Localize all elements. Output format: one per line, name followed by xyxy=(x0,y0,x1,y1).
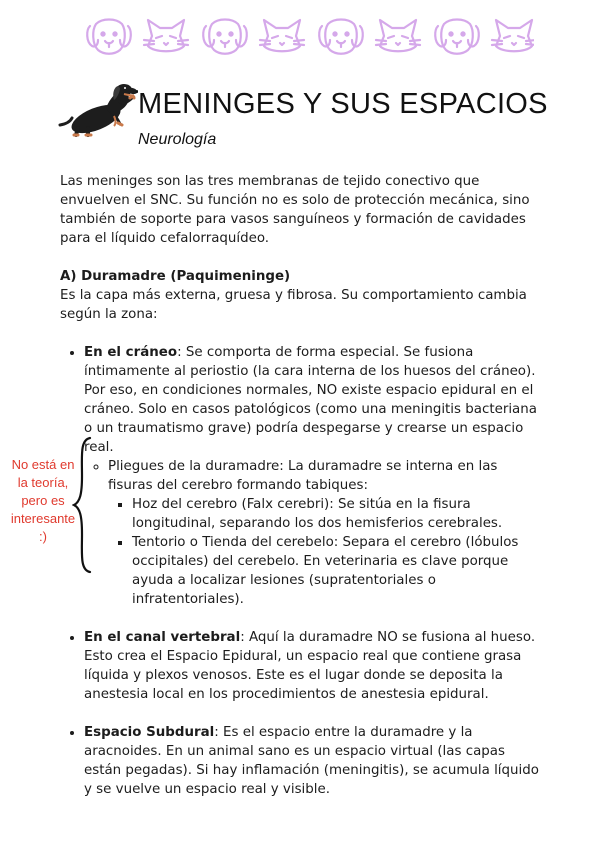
nested-list-item: ▪ Hoz del cerebro (Falx cerebri): Se sitúa en la fisura longitudinal, separando los dos hemisferios cerebrales. xyxy=(132,495,540,533)
section-lead: Es la capa más externa, gruesa y fibrosa. Su comportamiento cambia según la zona: xyxy=(60,288,527,322)
bullet-term: En el cráneo xyxy=(84,345,178,360)
list-item-craneo xyxy=(84,343,540,609)
intro-paragraph: Las meninges son las tres membranas de tejido conectivo que envuelven el SNC. Su función no es solo de protección mecánica, sino también de soporte para vasos sanguíneos y formación de cavidades para el líquido cefalorraquídeo. xyxy=(60,174,530,246)
bullet-term: En el canal vertebral xyxy=(84,630,241,645)
page-subtitle: Neurología xyxy=(138,131,217,148)
document-body xyxy=(60,172,540,818)
bullet-text: : Es el espacio entre la duramadre y la aracnoides. En un animal sano es un espacio virtual (las capas están pegadas). Si hay inflamación (meningitis), se acumula líquido y se vuelve un espacio real y visible. xyxy=(84,725,539,797)
dachshund-icon xyxy=(58,78,138,140)
dog-face-icon xyxy=(435,20,479,54)
section-heading: A) Duramadre (Paquimeninge) xyxy=(60,269,291,284)
bullet-text: : Aquí la duramadre NO se fusiona al hueso. Esto crea el Espacio Epidural, un espacio real que contiene grasa líquida y plexos venosos. Este es el lugar donde se deposita la anestesia local en los procedimientos de anestesia epidural. xyxy=(84,630,536,702)
dog-face-icon xyxy=(319,20,363,54)
bullet-term: Espacio Subdural xyxy=(84,725,215,740)
dog-face-icon xyxy=(203,20,247,54)
pet-faces-banner xyxy=(84,14,534,56)
nested-list-item: ▪ Tentorio o Tienda del cerebelo: Separa el cerebro (lóbulos occipitales) del cerebelo. En veterinaria es clave porque ayuda a localizar lesiones (supratentoriales o infratentoriales). xyxy=(132,533,540,609)
bullet-text: : Se comporta de forma especial. Se fusiona íntimamente al periostio (la cara interna de los huesos del cráneo). Por eso, en condiciones normales, NO existe espacio epidural en el cráneo. Solo en casos patológicos (como una meningitis bacteriana o un traumatismo grave) podría despegarse y crearse un espacio real. xyxy=(84,345,537,455)
sub-list xyxy=(84,457,540,609)
nested-list xyxy=(108,495,540,609)
dog-face-icon xyxy=(87,20,131,54)
cat-face-icon xyxy=(376,20,420,51)
list-item-espacio-subdural xyxy=(84,723,540,799)
cat-face-icon xyxy=(492,20,534,51)
side-note: No está en la teoría, pero es interesante :) xyxy=(10,457,76,544)
page-title: MENINGES Y SUS ESPACIOS xyxy=(138,88,548,120)
sub-list-item xyxy=(108,457,540,609)
curly-brace-icon xyxy=(72,436,94,574)
cat-face-icon xyxy=(144,20,188,51)
bullet-list xyxy=(60,343,540,799)
list-item-canal-vertebral xyxy=(84,628,540,704)
cat-face-icon xyxy=(260,20,304,51)
sub-item-text: Pliegues de la duramadre: La duramadre se interna en las fisuras del cerebro formando tabiques: xyxy=(108,459,498,493)
